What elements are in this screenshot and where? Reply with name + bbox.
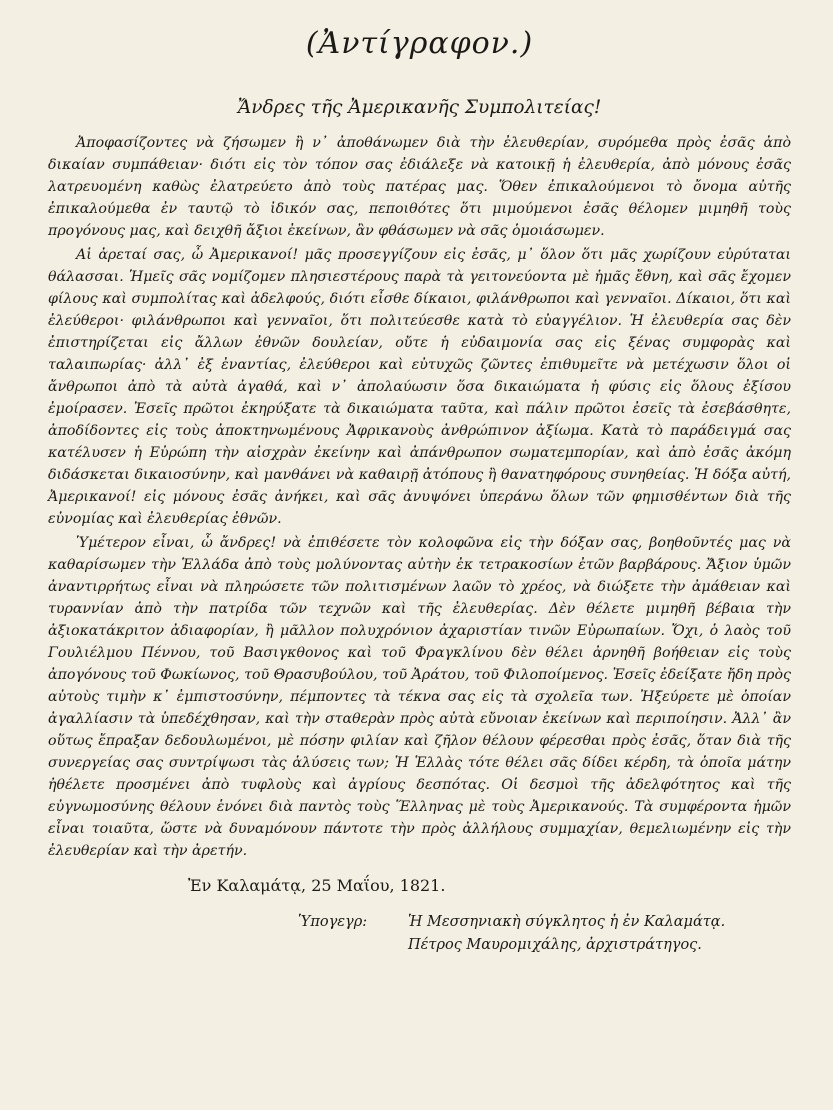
paragraph-1: Ἀποφασίζοντες νὰ ζήσωμεν ἢ ν᾽ ἀποθάνωμεν διὰ τὴν ἐλευθερίαν, συρόμεθα πρὸς ἐσᾶς ἀπὸ δικαίαν συμπάθειαν· διότι εἰς τὸν τόπον σας ἐδιάλεξε νὰ κατοικῇ ἡ ἐλευθερία, ἀπὸ μόνους ἐσᾶς λατρευομένη καθὼς ἐλατρεύετο ἀπὸ τοὺς πατέρας μας. Ὅθεν ἐπικαλούμενοι τὸ ὄνομα αὐτῆς ἐπικαλούμεθα ἐν ταυτῷ τὸ ἰδικόν σας, πεποιθότες ὅτι μιμούμενοι ἐσᾶς θέλομεν μιμηθῆ τοὺς προγόνους μας, καὶ δειχθῆ ἄξιοι ἐκείνων, ἂν φθάσωμεν νὰ σᾶς ὁμοιάσωμεν. [48, 135, 791, 239]
signature-block [298, 911, 791, 957]
signature-line-commander: Πέτρος Μαυρομιχάλης, ἀρχιστράτηγος. [408, 937, 702, 953]
document-title: (Ἀντίγραφον.) [305, 26, 534, 61]
address-heading: Ἄνδρες τῆς Ἀμερικανῆς Συμπολιτείας! [237, 97, 602, 118]
dateline: Ἐν Καλαμάτᾳ, 25 Μαΐου, 1821. [188, 876, 446, 895]
paragraph-2: Αἱ ἀρεταί σας, ὦ Ἀμερικανοί! μᾶς προσεγγίζουν εἰς ἐσᾶς, μ᾽ ὅλον ὅτι μᾶς χωρίζουν εὐρύταται θάλασσαι. Ἡμεῖς σᾶς νομίζομεν πλησιεστέρους παρὰ τὰ γειτονεύοντα μὲ ἡμᾶς ἔθνη, καὶ σᾶς ἔχομεν φίλους καὶ συμπολίτας καὶ ἀδελφούς, διότι εἶσθε δίκαιοι, φιλάνθρωποι καὶ γενναῖοι. Δίκαιοι, ὅτι καὶ ἐλεύθεροι· φιλάνθρωποι καὶ γενναῖοι, ὅτι πολιτεύεσθε κατὰ τὸ εὐαγγέλιον. Ἡ ἐλευθερία σας δὲν ἐπιστηρίζεται εἰς ἄλλων ἐθνῶν δουλείαν, οὔτε ἡ εὐδαιμονία σας εἰς ξένας συμφορὰς καὶ ταλαιπωρίας· ἀλλ᾽ ἐξ ἐναντίας, ἐλεύθεροι καὶ εὐτυχῶς ζῶντες ἐπιθυμεῖτε νὰ μετέχωσιν ὅλοι οἱ ἄνθρωποι ἀπὸ τὰ αὐτὰ ἀγαθά, καὶ ν᾽ ἀπολαύωσιν ὅσα δικαιώματα ἡ φύσις εἰς ὅλους ἐξίσου ἐμοίρασεν. Ἐσεῖς πρῶτοι ἐκηρύξατε τὰ δικαιώματα ταῦτα, καὶ πάλιν πρῶτοι ἐσεῖς τὰ ἐσεβάσθητε, ἀποδίδοντες εἰς τοὺς ἀποκτηνωμένους Ἀφρικανοὺς ἀνθρώπινον ἀξίωμα. Κατὰ τὸ παράδειγμά σας κατέλυσεν ἡ Εὐρώπη τὴν αἰσχρὰν ἐκείνην καὶ ἀπάνθρωπον σωματεμπορίαν, καὶ ἀπὸ ἐσᾶς ἀκόμη διδάσκεται δικαιοσύνην, καὶ μανθάνει νὰ καθαιρῇ ἀτόπους ἢ θανατηφόρους συνηθείας. Ἡ δόξα αὐτή, Ἀμερικανοί! εἰς μόνους ἐσᾶς ἀνήκει, καὶ σᾶς ἀνυψόνει ὑπεράνω ὅλων τῶν φημισθέντων διὰ τῆς εὐνομίας καὶ ἐλευθερίας ἐθνῶν. [48, 247, 791, 527]
document-body [48, 132, 791, 862]
signature-label: Ὑπογεγρ: [298, 914, 368, 930]
paragraph-3: Ὑμέτερον εἶναι, ὦ ἄνδρες! νὰ ἐπιθέσετε τὸν κολοφῶνα εἰς τὴν δόξαν σας, βοηθοῦντές μας νὰ καθαρίσωμεν τὴν Ἑλλάδα ἀπὸ τοὺς μολύνοντας αὐτὴν ἐκ τετρακοσίων ἐτῶν βαρβάρους. Ἄξιον ὑμῶν ἀναντιρρήτως εἶναι νὰ πληρώσετε τῶν πολιτισμένων λαῶν τὸ χρέος, νὰ διώξετε τὴν ἀμάθειαν καὶ τυραννίαν ἀπὸ τὴν πατρίδα τῶν τεχνῶν καὶ τῆς ἐλευθερίας. Δὲν θέλετε μιμηθῆ βέβαια τὴν ἀξιοκατάκριτον ἀδιαφορίαν, ἢ μᾶλλον πολυχρόνιον ἀχαριστίαν τινῶν Εὐρωπαίων. Ὄχι, ὁ λαὸς τοῦ Γουλιέλμου Πέννου, τοῦ Βασιγκθονος καὶ τοῦ Φραγκλίνου δὲν θέλει ἀρνηθῆ βοήθειαν εἰς τοὺς ἀπογόνους τοῦ Φωκίωνος, τοῦ Θρασυβούλου, τοῦ Ἀράτου, τοῦ Φιλοποίμενος. Ἐσεῖς ἐδείξατε ἤδη πρὸς αὐτοὺς τιμὴν κ᾽ ἐμπιστοσύνην, πέμποντες τὰ τέκνα σας εἰς τὰ σχολεῖα των. Ἠξεύρετε μὲ ὁποίαν ἀγαλλίασιν τὰ ὑπεδέχθησαν, καὶ τὴν σταθερὰν πρὸς αὐτὰ εὔνοιαν ἐκείνων καὶ περιποίησιν. Ἀλλ᾽ ἂν οὕτως ἔπραξαν δεδουλωμένοι, μὲ πόσην φιλίαν καὶ ζῆλον θέλουν φέρεσθαι πρὸς ἐσᾶς, ὅταν διὰ τῆς συνεργείας σας συντρίψωσι τὰς ἁλύσεις των; Ἡ Ἑλλὰς τότε θέλει σᾶς δίδει κέρδη, τὰ ὁποῖα μάτην ἠθέλετε προσμένει ἀπὸ τυφλοὺς καὶ ἀγρίους δεσπότας. Οἱ δεσμοὶ τῆς ἀδελφότητος καὶ τῆς εὐγνωμοσύνης θέλουν ἑνόνει διὰ παντὸς τοὺς Ἕλληνας μὲ τοὺς Ἀμερικανούς. Τὰ συμφέροντα ἡμῶν εἶναι τοιαῦτα, ὥστε νὰ δυναμόνουν πάντοτε τὴν πρὸς ἀλλήλους συμμαχίαν, θεμελιωμένην εἰς τὴν ἐλευθερίαν καὶ τὴν ἀρετήν. [48, 535, 791, 859]
signature-line-senate: Ἡ Μεσσηνιακὴ σύγκλητος ἡ ἐν Καλαμάτᾳ. [408, 914, 726, 930]
